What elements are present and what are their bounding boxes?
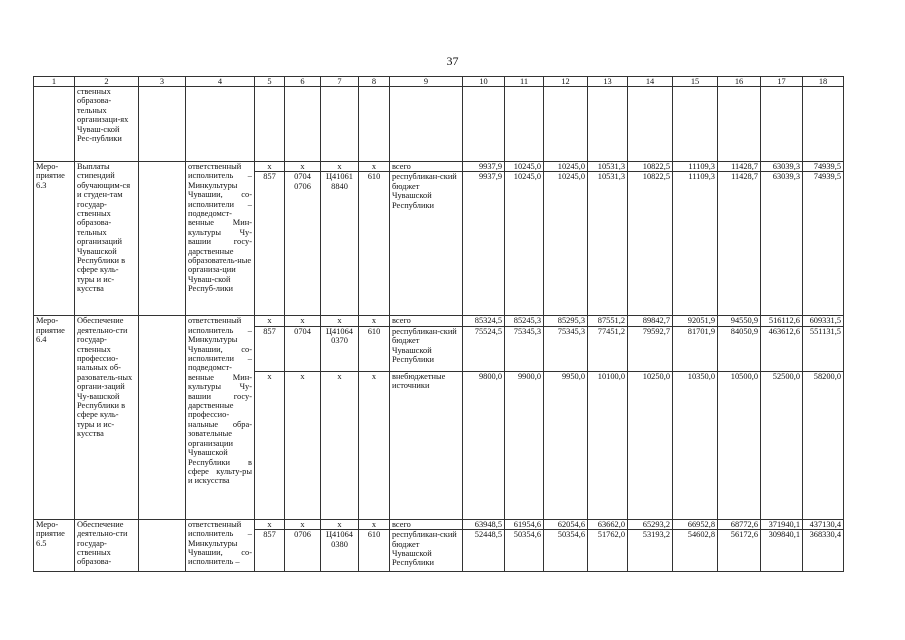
amount-cell: 10245,0: [505, 162, 544, 172]
cell-grbs: 857: [255, 172, 285, 316]
amount-cell: 11428,7: [718, 162, 761, 172]
amount-cell: 9800,0: [463, 371, 505, 519]
column-number-18: 18: [803, 77, 844, 87]
column-number-17: 17: [761, 77, 803, 87]
cell-col14: [628, 87, 673, 162]
column-number-8: 8: [359, 77, 390, 87]
amount-cell: 9950,0: [544, 371, 588, 519]
measure-name: Обеспечение деятельно-сти государ-ственных профессио-нальных об-разователь-ных органи-заций Чу-вашской Республики в сфере куль-туры и ис-кусства: [75, 316, 139, 519]
cell-section: x: [285, 371, 321, 519]
cell-col7: [321, 87, 359, 162]
cell-col15: [673, 87, 718, 162]
funding-source: республикан-ский бюджет Чувашской Республики: [390, 530, 463, 572]
amount-cell: 10350,0: [673, 371, 718, 519]
cell-col3: [139, 316, 186, 519]
column-number-5: 5: [255, 77, 285, 87]
amount-cell: 52500,0: [761, 371, 803, 519]
amount-cell: 9900,0: [505, 371, 544, 519]
amount-cell: 10500,0: [718, 371, 761, 519]
cell-expense-type: x: [359, 519, 390, 529]
amount-cell: 10531,3: [588, 162, 628, 172]
cell-expense-type: x: [359, 371, 390, 519]
responsible-executor: ответственный исполнитель – Минкультуры Чувашии, со-исполнитель –: [186, 519, 255, 571]
cell-section: x: [285, 162, 321, 172]
column-number-16: 16: [718, 77, 761, 87]
column-number-row: [34, 77, 844, 87]
table-row: [34, 87, 844, 162]
column-number-15: 15: [673, 77, 718, 87]
cell-expense-type: 610: [359, 172, 390, 316]
amount-cell: 75345,3: [544, 326, 588, 371]
funding-source: всего: [390, 316, 463, 326]
measure-label: Меро-приятие 6.3: [34, 162, 75, 316]
column-number-4: 4: [186, 77, 255, 87]
amount-cell: 81701,9: [673, 326, 718, 371]
cell-col18: [803, 87, 844, 162]
cell-grbs: 857: [255, 326, 285, 371]
cell-section: 0704: [285, 326, 321, 371]
cell-col10: [463, 87, 505, 162]
cell-col6: [285, 87, 321, 162]
table-row: [34, 519, 844, 529]
amount-cell: 463612,6: [761, 326, 803, 371]
cell-col5: [255, 87, 285, 162]
amount-cell: 56172,6: [718, 530, 761, 572]
cell-section: 0704 0706: [285, 172, 321, 316]
amount-cell: 9937,9: [463, 162, 505, 172]
cell-col12: [544, 87, 588, 162]
amount-cell: 79592,7: [628, 326, 673, 371]
amount-cell: 52448,5: [463, 530, 505, 572]
cell-target-article: Ц41064 0380: [321, 530, 359, 572]
cell-col9: [390, 87, 463, 162]
amount-cell: 63948,5: [463, 519, 505, 529]
measure-name: Обеспечение деятельно-сти государ-ственных образова-: [75, 519, 139, 571]
measure-label: Меро-приятие 6.5: [34, 519, 75, 571]
cell-target-article: x: [321, 316, 359, 326]
amount-cell: 58200,0: [803, 371, 844, 519]
amount-cell: 94550,9: [718, 316, 761, 326]
amount-cell: 10822,5: [628, 162, 673, 172]
page-number: 37: [446, 54, 459, 68]
cell-grbs: x: [255, 316, 285, 326]
cell-col3: [139, 519, 186, 571]
amount-cell: 10245,0: [505, 172, 544, 316]
amount-cell: 85324,5: [463, 316, 505, 326]
amount-cell: 10245,0: [544, 162, 588, 172]
column-number-3: 3: [139, 77, 186, 87]
cell-target-article: x: [321, 162, 359, 172]
cell-col11: [505, 87, 544, 162]
table-body: [34, 77, 844, 572]
amount-cell: 10245,0: [544, 172, 588, 316]
amount-cell: 50354,6: [505, 530, 544, 572]
amount-cell: 11109,3: [673, 172, 718, 316]
column-number-6: 6: [285, 77, 321, 87]
cell-target-article: Ц41061 8840: [321, 172, 359, 316]
column-number-10: 10: [463, 77, 505, 87]
amount-cell: 77451,2: [588, 326, 628, 371]
responsible-executor: ответственный исполнитель – Минкультуры Чувашии, со-исполнители – подведомст-венные Мин-культуры Чу-вашии госу-дарственные образователь-ные организа-ции Чуваш-ской Респуб-лики: [186, 162, 255, 316]
cell-section: x: [285, 519, 321, 529]
measure-label: Меро-приятие 6.4: [34, 316, 75, 519]
column-number-2: 2: [75, 77, 139, 87]
cell-grbs: x: [255, 162, 285, 172]
amount-cell: 53193,2: [628, 530, 673, 572]
column-number-13: 13: [588, 77, 628, 87]
cell-col1: [34, 87, 75, 162]
cell-col3: [139, 162, 186, 316]
column-number-1: 1: [34, 77, 75, 87]
amount-cell: 85295,3: [544, 316, 588, 326]
column-number-11: 11: [505, 77, 544, 87]
column-number-7: 7: [321, 77, 359, 87]
funding-source: республикан-ский бюджет Чувашской Республики: [390, 326, 463, 371]
cell-col16: [718, 87, 761, 162]
amount-cell: 10531,3: [588, 172, 628, 316]
amount-cell: 61954,6: [505, 519, 544, 529]
amount-cell: 10250,0: [628, 371, 673, 519]
cell-grbs: 857: [255, 530, 285, 572]
table-row: [34, 162, 844, 172]
amount-cell: 609331,5: [803, 316, 844, 326]
amount-cell: 62054,6: [544, 519, 588, 529]
cell-col2: ственных образова-тельных организаци-ях Чуваш-ской Рес-публики: [75, 87, 139, 162]
amount-cell: 10822,5: [628, 172, 673, 316]
amount-cell: 87551,2: [588, 316, 628, 326]
cell-col17: [761, 87, 803, 162]
amount-cell: 66952,8: [673, 519, 718, 529]
amount-cell: 68772,6: [718, 519, 761, 529]
column-number-9: 9: [390, 77, 463, 87]
cell-col4: [186, 87, 255, 162]
responsible-executor: ответственный исполнитель – Минкультуры Чувашии, со-исполнители – подведомст-венные Мин-культуры Чу-вашии госу-дарственные профессио-нальные обра-зовательные организации Чувашской Республики в сфере культу-ры и искусства: [186, 316, 255, 519]
amount-cell: 50354,6: [544, 530, 588, 572]
amount-cell: 75345,3: [505, 326, 544, 371]
amount-cell: 75524,5: [463, 326, 505, 371]
funding-source: всего: [390, 162, 463, 172]
amount-cell: 11109,3: [673, 162, 718, 172]
cell-expense-type: x: [359, 316, 390, 326]
cell-section: 0706: [285, 530, 321, 572]
cell-expense-type: 610: [359, 326, 390, 371]
amount-cell: 54602,8: [673, 530, 718, 572]
cell-col13: [588, 87, 628, 162]
amount-cell: 74939,5: [803, 162, 844, 172]
cell-expense-type: x: [359, 162, 390, 172]
amount-cell: 89842,7: [628, 316, 673, 326]
amount-cell: 516112,6: [761, 316, 803, 326]
amount-cell: 437130,4: [803, 519, 844, 529]
amount-cell: 371940,1: [761, 519, 803, 529]
amount-cell: 11428,7: [718, 172, 761, 316]
column-number-14: 14: [628, 77, 673, 87]
cell-target-article: x: [321, 371, 359, 519]
cell-col3: [139, 87, 186, 162]
amount-cell: 63039,3: [761, 172, 803, 316]
amount-cell: 9937,9: [463, 172, 505, 316]
cell-target-article: Ц41064 0370: [321, 326, 359, 371]
cell-section: x: [285, 316, 321, 326]
amount-cell: 65293,2: [628, 519, 673, 529]
cell-grbs: x: [255, 371, 285, 519]
amount-cell: 74939,5: [803, 172, 844, 316]
funding-source: республикан-ский бюджет Чувашской Республики: [390, 172, 463, 316]
cell-expense-type: 610: [359, 530, 390, 572]
amount-cell: 51762,0: [588, 530, 628, 572]
table-row: [34, 316, 844, 326]
cell-grbs: x: [255, 519, 285, 529]
measure-name: Выплаты стипендий обучающим-ся и студен-там государ-ственных образова-тельных организаций Чувашской Республики в сфере куль-туры и ис-кусства: [75, 162, 139, 316]
amount-cell: 92051,9: [673, 316, 718, 326]
column-number-12: 12: [544, 77, 588, 87]
amount-cell: 10100,0: [588, 371, 628, 519]
funding-source: внебюджетные источники: [390, 371, 463, 519]
amount-cell: 368330,4: [803, 530, 844, 572]
cell-col8: [359, 87, 390, 162]
funding-source: всего: [390, 519, 463, 529]
amount-cell: 84050,9: [718, 326, 761, 371]
amount-cell: 551131,5: [803, 326, 844, 371]
budget-table: [33, 76, 844, 572]
amount-cell: 63662,0: [588, 519, 628, 529]
amount-cell: 85245,3: [505, 316, 544, 326]
amount-cell: 309840,1: [761, 530, 803, 572]
cell-target-article: x: [321, 519, 359, 529]
amount-cell: 63039,3: [761, 162, 803, 172]
